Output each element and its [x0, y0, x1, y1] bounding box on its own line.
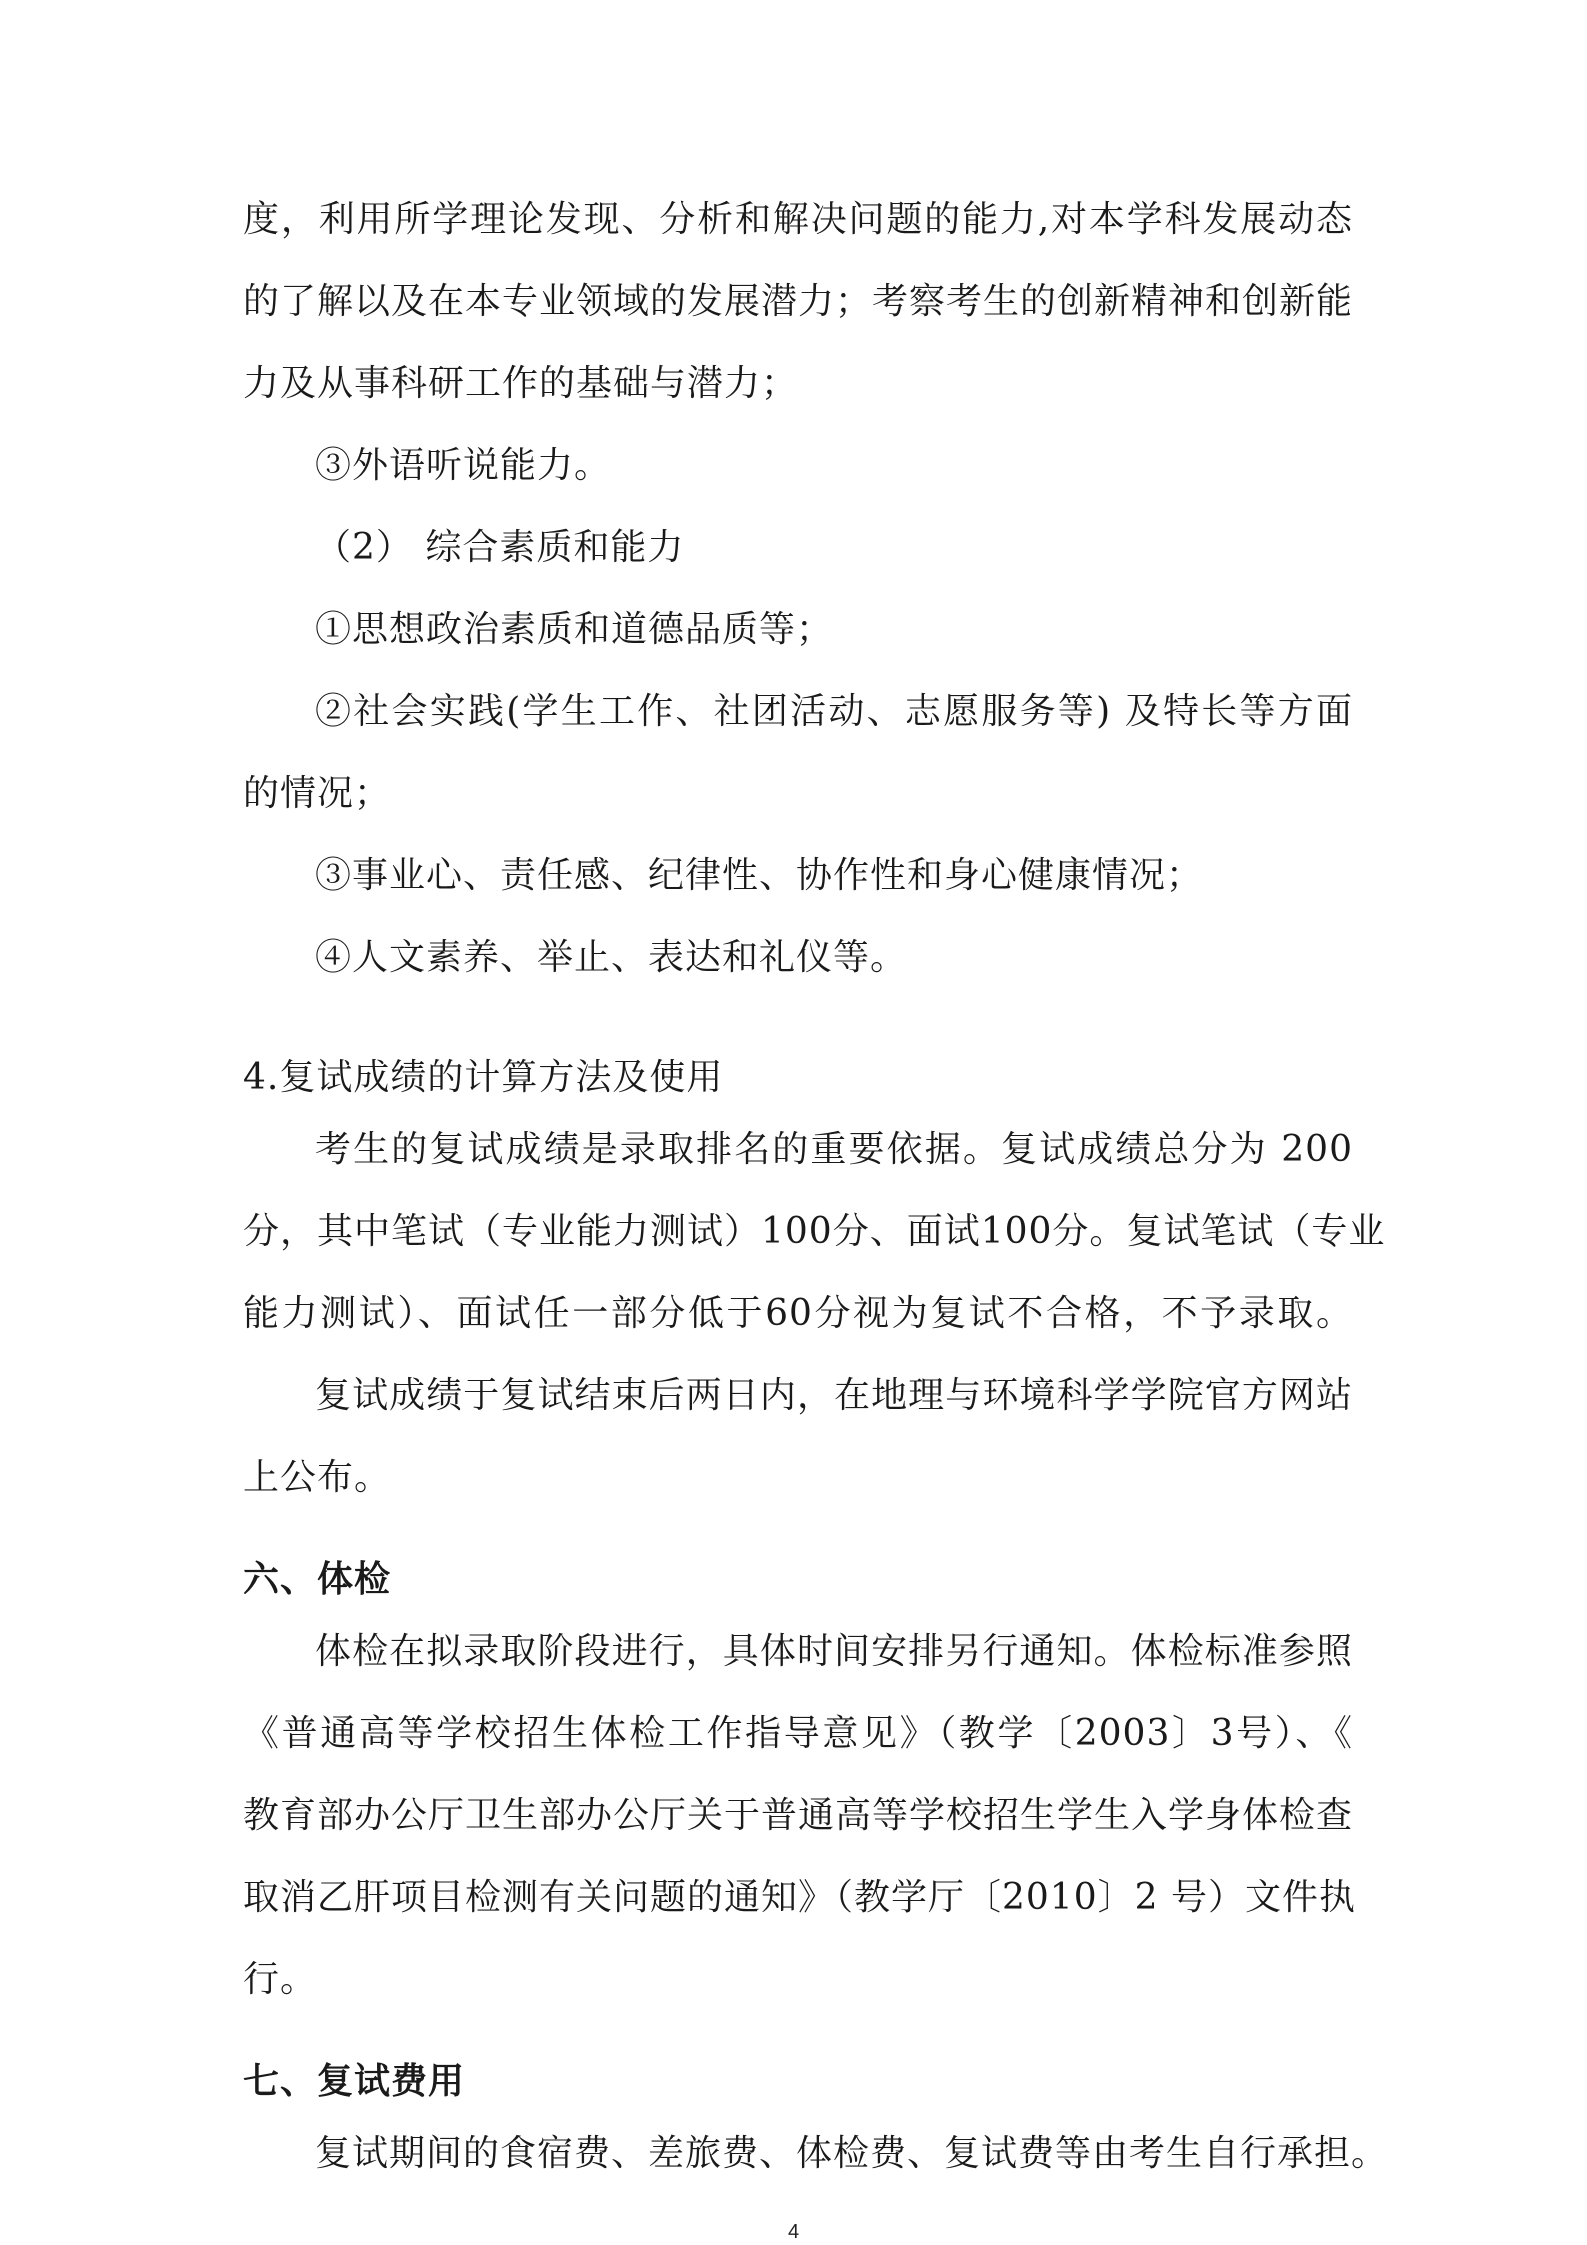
text-line-2: 的了解以及在本专业领域的发展潜力；考察考生的创新精神和创新能 [243, 281, 1354, 322]
text-line-12: 考生的复试成绩是录取排名的重要依据。复试成绩总分为 200 [315, 1129, 1353, 1170]
section-subheading: 4.复试成绩的计算方法及使用 [243, 1057, 724, 1098]
text-line-6: ①思想政治素质和道德品质等； [315, 609, 834, 650]
text-line-13: 分，其中笔试（专业能力测试）100分、面试100分。复试笔试（专业 [243, 1211, 1386, 1252]
text-line-19: 《普通高等学校招生体检工作指导意见》（教学〔2003〕3号）、《 [243, 1713, 1353, 1754]
text-line-1: 度，利用所学理论发现、分析和解决问题的能力,对本学科发展动态 [243, 199, 1353, 240]
text-line-21: 取消乙肝项目检测有关问题的通知》（教学厅〔2010〕2 号）文件执 [243, 1877, 1356, 1918]
page-number: 4 [787, 2221, 800, 2243]
text-line-7: ②社会实践(学生工作、社团活动、志愿服务等) 及特长等方面 [315, 691, 1353, 732]
text-line-10: ④人文素养、举止、表达和礼仪等。 [315, 937, 908, 978]
text-line-3: 力及从事科研工作的基础与潜力； [243, 363, 799, 404]
text-line-14: 能力测试）、面试任一部分低于60分视为复试不合格，不予录取。 [243, 1293, 1353, 1334]
text-line-20: 教育部办公厅卫生部办公厅关于普通高等学校招生学生入学身体检查 [243, 1795, 1354, 1836]
text-line-9: ③事业心、责任感、纪律性、协作性和身心健康情况； [315, 855, 1204, 896]
text-line-5: （2） 综合素质和能力 [315, 527, 685, 568]
text-line-22: 行。 [243, 1959, 318, 2000]
text-line-15: 复试成绩于复试结束后两日内，在地理与环境科学学院官方网站 [315, 1375, 1353, 1416]
text-line-4: ③外语听说能力。 [315, 445, 612, 486]
section-heading-physical-exam: 六、体检 [243, 1559, 392, 1600]
text-line-24: 复试期间的食宿费、差旅费、体检费、复试费等由考生自行承担。 [315, 2133, 1389, 2174]
text-line-8: 的情况； [243, 773, 392, 814]
section-heading-fees: 七、复试费用 [243, 2061, 466, 2102]
text-line-18: 体检在拟录取阶段进行，具体时间安排另行通知。体检标准参照 [315, 1631, 1353, 1672]
text-line-16: 上公布。 [243, 1457, 392, 1498]
